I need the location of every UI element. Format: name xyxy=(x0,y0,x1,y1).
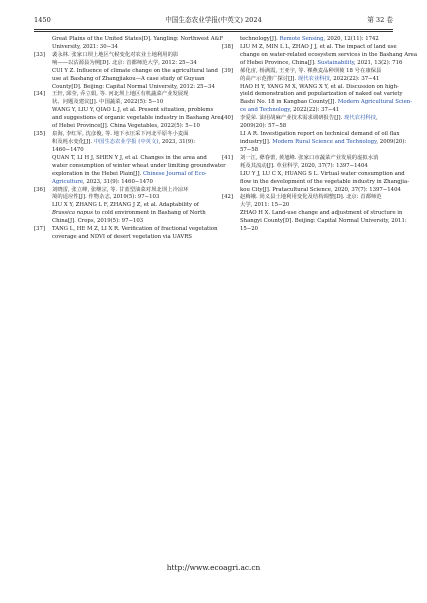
reference-line xyxy=(52,115,224,123)
reference-number: [33] xyxy=(34,51,45,58)
reference-text: ZHAO H X. Land-use change and adjustment of structure in xyxy=(240,210,403,217)
reference-line xyxy=(52,131,210,139)
reference-text: 赵梅娥. 尚义县土地利用变化及结构调整[D]. 北京: 首都师范 xyxy=(240,194,382,201)
reference-line xyxy=(240,59,403,68)
reference-line xyxy=(52,218,210,226)
journal-link[interactable]: Chinese Journal of Eco- xyxy=(142,170,207,177)
reference-text: and suggestions of organic vegetable industry in Bashang Area xyxy=(52,115,224,122)
reference-number: [34] xyxy=(34,91,45,98)
reference-text: technology[J]. xyxy=(240,36,280,42)
reference-text: , 2021, 13(2): 716 xyxy=(353,59,403,66)
reference-entry xyxy=(222,194,407,234)
journal-link[interactable]: Remote Sensing xyxy=(279,36,324,42)
reference-text: water consumption of winter wheat under limiting groundwater xyxy=(52,162,226,169)
reference-line xyxy=(52,123,210,131)
reference-text: LIU Y J, LU C X, HUANG S L. Virtual water consumption and xyxy=(240,170,405,177)
reference-number: [40] xyxy=(222,115,233,122)
reference-text: , 2022(22): 37−41 xyxy=(289,107,340,114)
journal-link[interactable]: Sustainability xyxy=(317,59,354,66)
reference-entry xyxy=(222,154,409,195)
reference-number: [41] xyxy=(222,154,233,161)
reference-text: use at Bashang of Zhangjiakou—A case study of Guyuan xyxy=(52,75,205,82)
reference-line xyxy=(240,170,405,179)
reference-number: [42] xyxy=(222,194,233,201)
reference-line xyxy=(240,210,403,218)
reference-number: [38] xyxy=(222,43,233,50)
reference-entry xyxy=(34,187,210,227)
reference-line xyxy=(240,43,397,52)
reference-line xyxy=(240,36,394,44)
references-right-column xyxy=(222,36,418,234)
reference-text: 2009(20): 57−58 xyxy=(240,123,287,130)
reference-text: CUI Y Z. Influence of climate change on the agricultural land xyxy=(52,67,218,74)
reference-text: coverage and NDVI of desert vegetation via UAVRS xyxy=(52,234,192,241)
journal-link[interactable]: 现代农业科技 xyxy=(297,75,330,82)
reference-number: [36] xyxy=(34,186,45,193)
reference-entry xyxy=(222,115,407,155)
reference-text: , 2023, 31(9): xyxy=(158,138,196,145)
reference-line xyxy=(52,44,210,52)
reference-text: of Hebei Province, China[J]. xyxy=(240,59,318,66)
reference-line xyxy=(52,234,210,242)
reference-text: 李爱荣. 油用胡麻产业技术需求调研报告[J]. xyxy=(240,115,344,122)
reference-number: [35] xyxy=(34,131,45,138)
reference-text: exploration in the Hebei Plain[J]. xyxy=(52,170,143,177)
reference-text: TANG L, HE M Z, LI X R. Verification of fractional vegetation xyxy=(52,226,218,233)
header-rule-secondary xyxy=(34,31,393,32)
reference-text: yield demonstration and popularization of naked oat variety xyxy=(240,91,403,98)
reference-text: 刘一江, 彝春蕾, 黄旭峰. 张家口市蔬菜产业发展的虚拟水消 xyxy=(240,154,379,161)
reference-line xyxy=(240,226,394,234)
reference-line xyxy=(52,67,218,76)
reference-text: change on water-related ecosystem services in the Bashang Area xyxy=(240,51,418,58)
reference-text: 状、问题及建议[J]. 中国蔬菜, 2022(5): 5−10 xyxy=(52,99,164,106)
reference-text: , 2023, 31(9): 1460−1470 xyxy=(83,178,153,185)
reference-line xyxy=(240,202,394,210)
reference-text: kou City[J]. Pratacultural Science, 2020, 37(7): 1397−1404 xyxy=(240,186,401,193)
reference-line xyxy=(240,178,409,187)
reference-text: 的高产示范推广探讨[J]. xyxy=(240,75,298,82)
reference-text: 境的适应性[J]. 作物杂志, 2019(5): 97−103 xyxy=(52,194,160,201)
reference-line xyxy=(240,76,394,84)
journal-title: 中国生态农业学报(中英文) 2024 xyxy=(165,16,262,24)
reference-text: to cold environment in Bashang of North xyxy=(92,210,206,217)
reference-line xyxy=(52,194,210,202)
reference-text: 57−58 xyxy=(240,146,259,153)
reference-line xyxy=(240,138,407,147)
journal-link[interactable]: Modern Agricultural Scien- xyxy=(337,99,413,106)
reference-entry xyxy=(34,36,224,52)
reference-text: flow in the development of the vegetable industry in Zhangjia- xyxy=(240,178,409,185)
reference-text: WANG Y, LIU Y, QIAO L J, et al. Present situation, problems xyxy=(52,107,214,114)
volume-label: 第 32 卷 xyxy=(367,16,393,24)
reference-line xyxy=(52,139,210,147)
reference-text: 泉海, 李红军, 沈彦俊, 等. 地下水压采下河北平原冬小麦面 xyxy=(52,131,189,138)
reference-line xyxy=(240,51,418,60)
reference-text: 15−20 xyxy=(240,226,259,233)
references-left-column xyxy=(34,36,226,242)
reference-number: [39] xyxy=(222,67,233,74)
reference-entry xyxy=(34,131,226,186)
reference-text: LIU X Y, ZHANG L F, ZHANG J Z, et al. Adaptability of xyxy=(52,202,199,209)
reference-line xyxy=(52,147,210,155)
reference-text: , 2009(20): xyxy=(376,138,407,145)
reference-text: 刘晓雷, 张立峰, 张继宗, 等. 甘蓝型油菜对坝北坝上冷凉环 xyxy=(52,186,189,193)
reference-text: University, 2021: 30−34 xyxy=(52,43,118,50)
reference-entry xyxy=(222,67,413,116)
reference-line xyxy=(52,76,210,84)
reference-entry xyxy=(222,36,394,44)
journal-link[interactable]: Agriculture xyxy=(52,178,83,185)
reference-line xyxy=(52,155,210,163)
reference-text: 王轩, 邱莹, 乔立娟, 等. 河北坝上地区有机蔬菜产业发展现 xyxy=(52,91,189,98)
reference-entry xyxy=(34,51,218,92)
reference-text: County[D]. Beijing: Capital Normal University, 2012: 25−34 xyxy=(52,83,215,90)
reference-line xyxy=(52,179,210,187)
reference-text: 大学, 2011: 15−20 xyxy=(240,202,290,209)
reference-text: 裴永林. 张家口坝上地区气候变化对农业土地利用的影 xyxy=(52,51,179,58)
reference-text: HAO H Y, YANG M X, WANG X Y, et al. Discussion on high- xyxy=(240,83,399,90)
reference-text: LI A R. Investigation report on technical demand of oil flax xyxy=(240,131,400,138)
reference-line xyxy=(240,91,403,99)
reference-text: QUAN T, LI H J, SHEN Y J, et al. Changes in the area and xyxy=(52,154,207,161)
reference-line xyxy=(52,210,210,218)
reference-text: , xyxy=(376,115,378,122)
journal-link[interactable]: Modern Rural Science and Technology xyxy=(272,138,377,145)
reference-line xyxy=(240,68,394,76)
reference-entry xyxy=(34,226,218,242)
reference-text: 积及耗水变化[J]. xyxy=(52,138,94,145)
reference-line xyxy=(52,99,210,107)
journal-link[interactable]: 现代农村科技 xyxy=(343,115,377,122)
reference-line xyxy=(240,155,394,163)
reference-line xyxy=(240,163,394,171)
reference-line xyxy=(240,83,399,92)
page-header xyxy=(34,16,393,28)
reference-line xyxy=(240,147,394,155)
reference-text: 1460−1470 xyxy=(52,146,84,153)
reference-line xyxy=(240,115,394,123)
reference-number: [37] xyxy=(34,226,45,233)
reference-text: Shangyi County[D]. Beijing: Capital Normal University, 2011: xyxy=(240,218,407,225)
reference-text: , 2022(22): 37−41 xyxy=(329,75,380,82)
reference-line xyxy=(52,60,210,68)
reference-entry xyxy=(34,91,224,131)
reference-text: 响——以沽源县为例[D]. 北京: 首都师范大学, 2012: 25−34 xyxy=(52,59,197,66)
reference-entry xyxy=(222,43,418,68)
footer-url[interactable]: http://www.ecoagri.ac.cn xyxy=(166,563,261,572)
reference-text: of Hebei Province[J]. China Vegetables, 2022(5): 5−10 xyxy=(52,123,200,130)
journal-link[interactable]: 中国生态农业学报 (中英文) xyxy=(93,138,159,145)
reference-line xyxy=(52,171,210,179)
reference-line xyxy=(240,131,400,139)
reference-text: Bashi No. 18 in Kangbao County[J]. xyxy=(240,99,338,106)
reference-line xyxy=(240,123,394,131)
reference-text: 郝化宙, 杨满霞, 王亚宇, 等. 裸燕麦品种坝莜 18 号在康保县 xyxy=(240,67,382,74)
reference-line xyxy=(52,162,226,171)
reference-text: Brassica napus xyxy=(52,210,93,217)
reference-line xyxy=(240,218,407,226)
page-number: 1450 xyxy=(34,16,51,24)
reference-text: , 2020, 12(11): 1742 xyxy=(323,36,379,42)
reference-line xyxy=(52,226,218,234)
reference-text: 耗及其流动[J]. 草业科学, 2020, 37(7): 1397−1404 xyxy=(240,162,368,169)
reference-text: industry[J]. xyxy=(240,138,273,145)
reference-text: LIU M Z, MIN L L, ZHAO J J, et al. The impact of land use xyxy=(240,43,397,50)
reference-line xyxy=(52,52,210,60)
reference-line xyxy=(52,36,224,44)
reference-line xyxy=(52,107,214,115)
journal-link[interactable]: ce and Technology xyxy=(240,107,290,114)
reference-line xyxy=(52,202,210,210)
reference-text: China[J]. Crops, 2019(5): 97−103 xyxy=(52,218,144,225)
reference-text: Great Plains of the United States[D]. Yangling: Northwest A&F xyxy=(52,36,224,42)
